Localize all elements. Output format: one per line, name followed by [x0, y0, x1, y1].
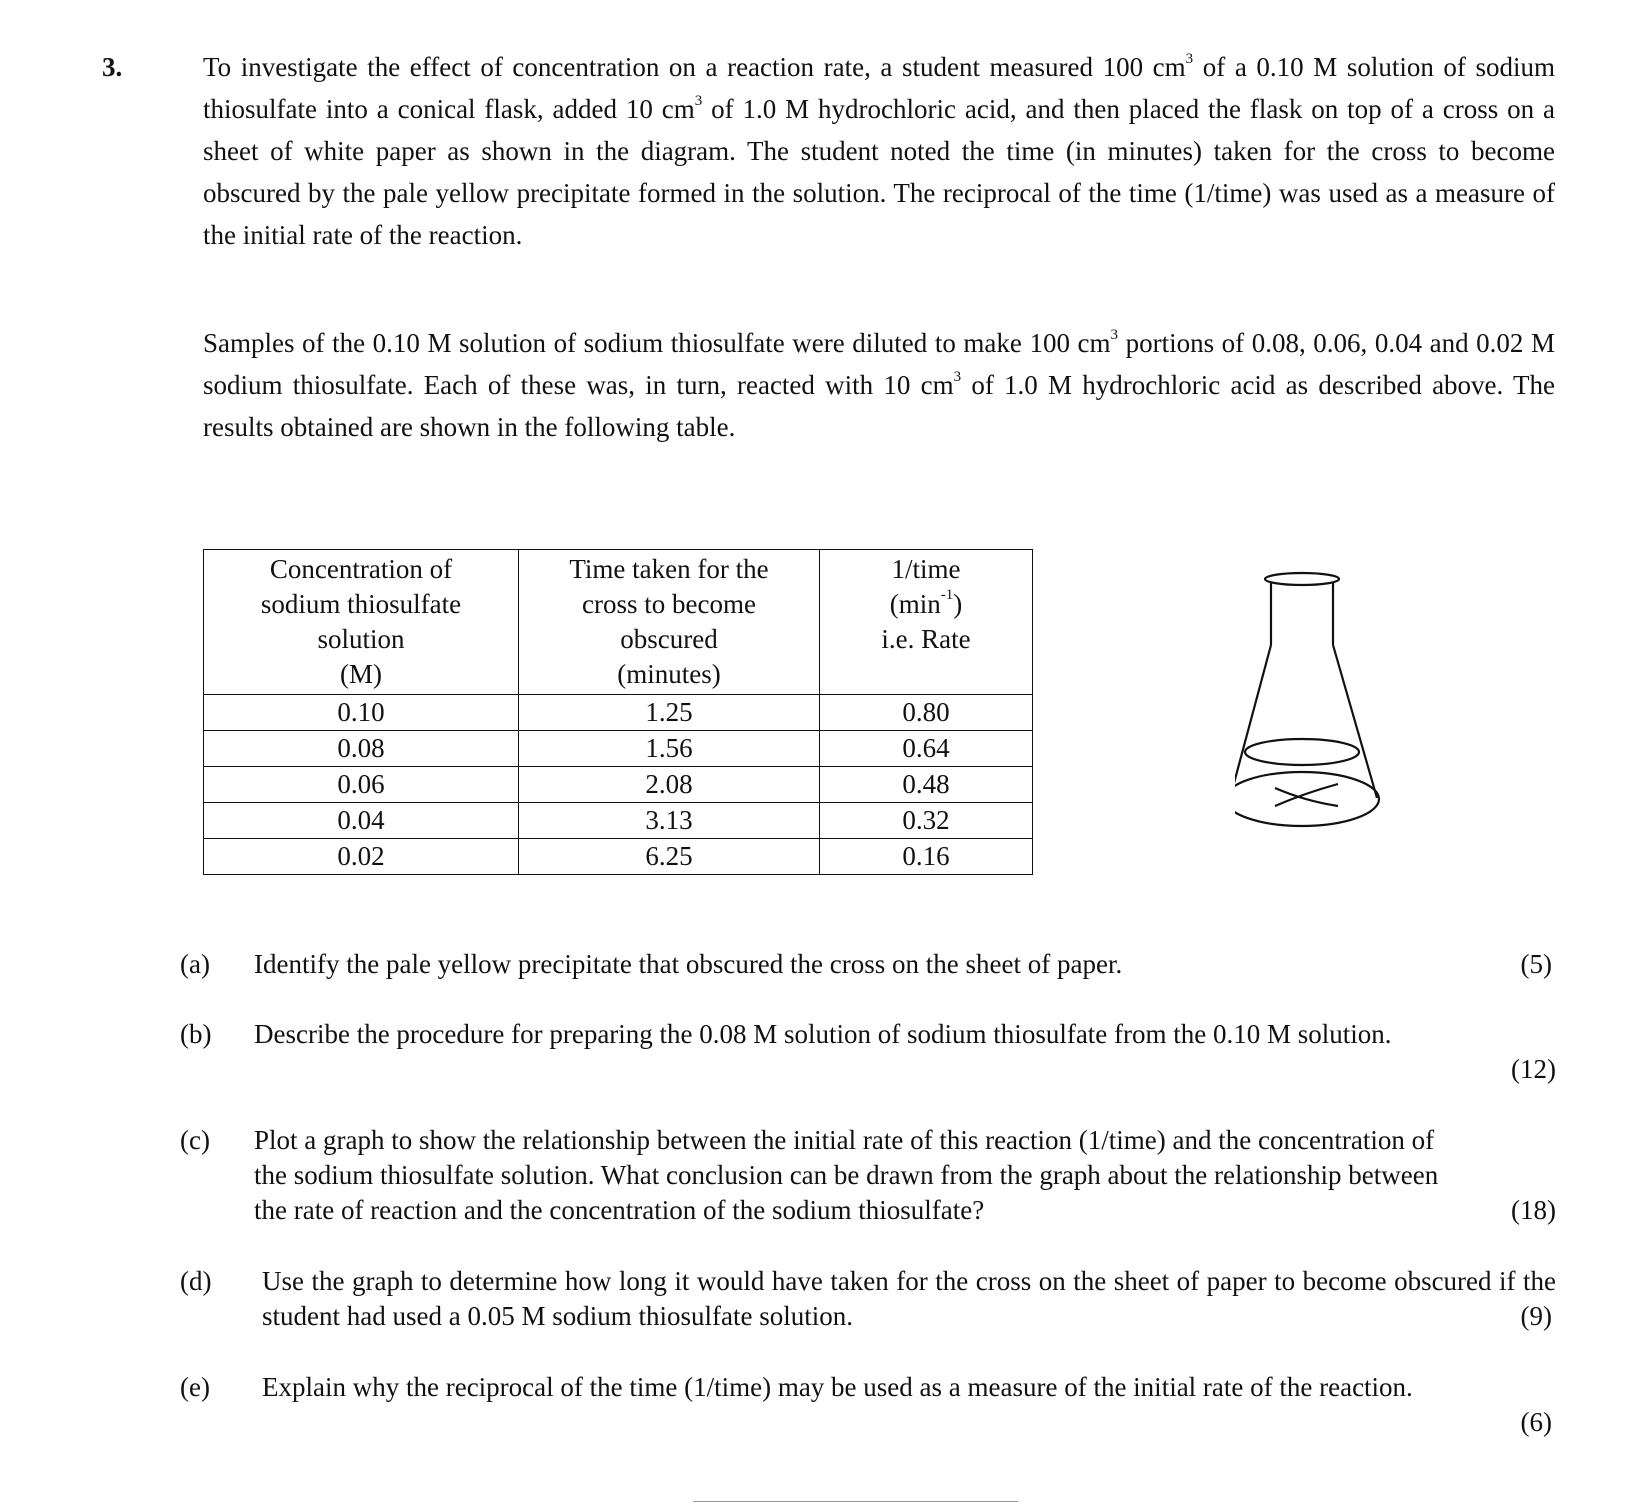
question-label: (d) — [180, 1266, 212, 1296]
question-text: Identify the pale yellow precipitate that obscured the cross on the sheet of paper. — [254, 949, 1123, 979]
intro-paragraph-2 — [203, 322, 1555, 448]
header-rate: 1/time $(\min^{-1})$ i.e. Rate — [820, 550, 1033, 695]
cell-concentration: 0.04 — [204, 803, 519, 839]
cell-time: 3.13 — [519, 803, 820, 839]
question-text: Describe the procedure for preparing the 0.08 M solution of sodium thiosulfate from the 0.10 M solution. — [254, 1019, 1392, 1049]
footer-divider — [693, 1501, 1018, 1502]
question-label: (b) — [180, 1019, 212, 1049]
question-text: Explain why the reciprocal of the time (1/time) may be used as a measure of the initial rate of the reaction. — [262, 1372, 1413, 1402]
table-header-row — [204, 550, 1033, 695]
table-row — [204, 767, 1033, 803]
intro-text-2b: portions of 0.08, 0.06, 0.04 and 0.02 M sodium thiosulfate. Each of these was, in turn, reacted with 10 cm — [203, 328, 1556, 400]
cell-time: 1.25 — [519, 695, 820, 731]
question-marks: (18) — [1511, 1195, 1556, 1225]
cell-rate: 0.16 — [820, 839, 1033, 875]
cell-concentration: 0.06 — [204, 767, 519, 803]
question-text: Use the graph to determine how long it would have taken for the cross on the sheet of paper to become obscured if the student had used a 0.05 M sodium thiosulfate solution. — [262, 1266, 1556, 1331]
superscript-3: 3 — [953, 369, 962, 385]
intro-text-2c: of 1.0 M hydrochloric acid as described above. The results obtained are shown in the following table. — [203, 370, 1556, 442]
cross-stroke-2 — [1275, 784, 1338, 806]
intro-text-1a: To investigate the effect of concentration on a reaction rate, a student measured 100 cm — [203, 52, 1186, 82]
results-table — [203, 549, 1033, 875]
intro-paragraph-1 — [203, 46, 1555, 256]
table-row — [204, 731, 1033, 767]
question-label: (c) — [180, 1125, 210, 1155]
cell-rate: 0.32 — [820, 803, 1033, 839]
question-text: Plot a graph to show the relationship between the initial rate of this reaction (1/time) and the concentration of the sodium thiosulfate solution. What conclusion can be drawn from the graph about the relationship between the rate of reaction and the concentration of the sodium thiosulfate? — [254, 1125, 1439, 1225]
cell-concentration: 0.02 — [204, 839, 519, 875]
header-time: Time taken for the cross to become obscured (minutes) — [519, 550, 820, 695]
flask-rim — [1265, 573, 1339, 585]
intro-text-1b: of a 0.10 M solution of sodium thiosulfate into a conical flask, added 10 cm — [203, 52, 1556, 124]
question-marks: (6) — [1520, 1407, 1552, 1437]
superscript-3: 3 — [1110, 327, 1119, 343]
table-row — [204, 839, 1033, 875]
intro-text-2a: Samples of the 0.10 M solution of sodium thiosulfate were diluted to make 100 cm — [203, 328, 1111, 358]
intro-text-1c: of 1.0 M hydrochloric acid, and then placed the flask on top of a cross on a sheet of white paper as shown in the diagram. The student noted the time (in minutes) taken for the cross to become obscured by the pale yellow precipitate formed in the solution. The reciprocal of the time (1/time) was used as a measure of the initial rate of the reaction. — [203, 94, 1555, 250]
superscript-3: 3 — [694, 93, 703, 109]
liquid-surface — [1245, 739, 1359, 765]
cell-concentration: 0.08 — [204, 731, 519, 767]
cell-rate: 0.80 — [820, 695, 1033, 731]
question-label: (a) — [180, 949, 210, 979]
question-marks: (5) — [1520, 949, 1552, 979]
question-label: (e) — [180, 1372, 210, 1402]
cell-time: 2.08 — [519, 767, 820, 803]
cell-concentration: 0.10 — [204, 695, 519, 731]
table-row — [204, 695, 1033, 731]
cell-rate: 0.48 — [820, 767, 1033, 803]
cell-rate: 0.64 — [820, 731, 1033, 767]
table-row — [204, 803, 1033, 839]
question-number: 3. — [102, 52, 123, 82]
header-concentration: Concentration of sodium thiosulfate solution (M) — [204, 550, 519, 695]
cell-time: 1.56 — [519, 731, 820, 767]
superscript-3: 3 — [1185, 51, 1194, 67]
conical-flask-diagram — [1235, 565, 1415, 845]
question-marks: (12) — [1511, 1054, 1556, 1084]
question-marks: (9) — [1520, 1301, 1552, 1331]
cross-stroke-1 — [1275, 788, 1338, 806]
cell-time: 6.25 — [519, 839, 820, 875]
